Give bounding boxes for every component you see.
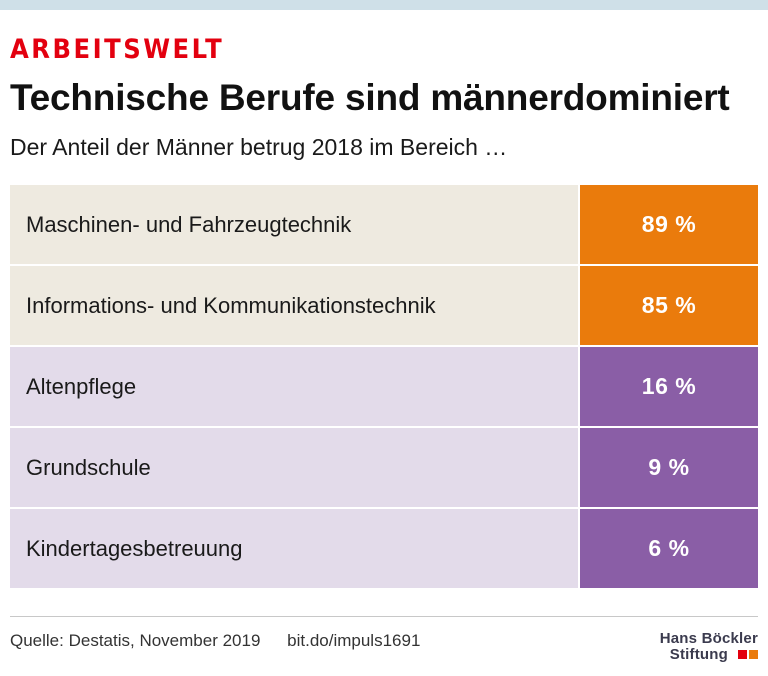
table-row	[10, 185, 758, 264]
bar-category-label: Informations- und Kommunikationstechnik	[10, 266, 578, 345]
bar-value-label: 16 %	[580, 347, 758, 426]
content-area	[0, 36, 768, 588]
top-rule	[0, 0, 768, 10]
table-row	[10, 428, 758, 507]
bar-category-label: Altenpflege	[10, 347, 578, 426]
page-title: Technische Berufe sind männerdominiert	[10, 77, 730, 118]
logo-mark-icon	[738, 650, 758, 659]
source-text: Quelle: Destatis, November 2019	[10, 631, 261, 650]
bar-chart	[10, 185, 758, 588]
source-link[interactable]: bit.do/impuls1691	[287, 631, 421, 650]
bar-value-label: 85 %	[580, 266, 758, 345]
kicker-label: ARBEITSWELT	[10, 34, 225, 65]
logo-line-1: Hans Böckler	[659, 630, 758, 647]
bar-value-label: 9 %	[580, 428, 758, 507]
bar-category-label: Grundschule	[10, 428, 578, 507]
table-row	[10, 347, 758, 426]
bar-value-label: 6 %	[580, 509, 758, 588]
table-row	[10, 266, 758, 345]
logo	[660, 631, 758, 663]
bar-category-label: Kindertagesbetreuung	[10, 509, 578, 588]
bar-value-label: 89 %	[580, 185, 758, 264]
bar-category-label: Maschinen- und Fahrzeugtechnik	[10, 185, 578, 264]
page-subtitle: Der Anteil der Männer betrug 2018 im Bereich …	[10, 134, 508, 161]
logo-line-2: Stiftung	[669, 645, 728, 663]
source-line	[10, 631, 420, 651]
table-row	[10, 509, 758, 588]
footer	[0, 616, 768, 676]
